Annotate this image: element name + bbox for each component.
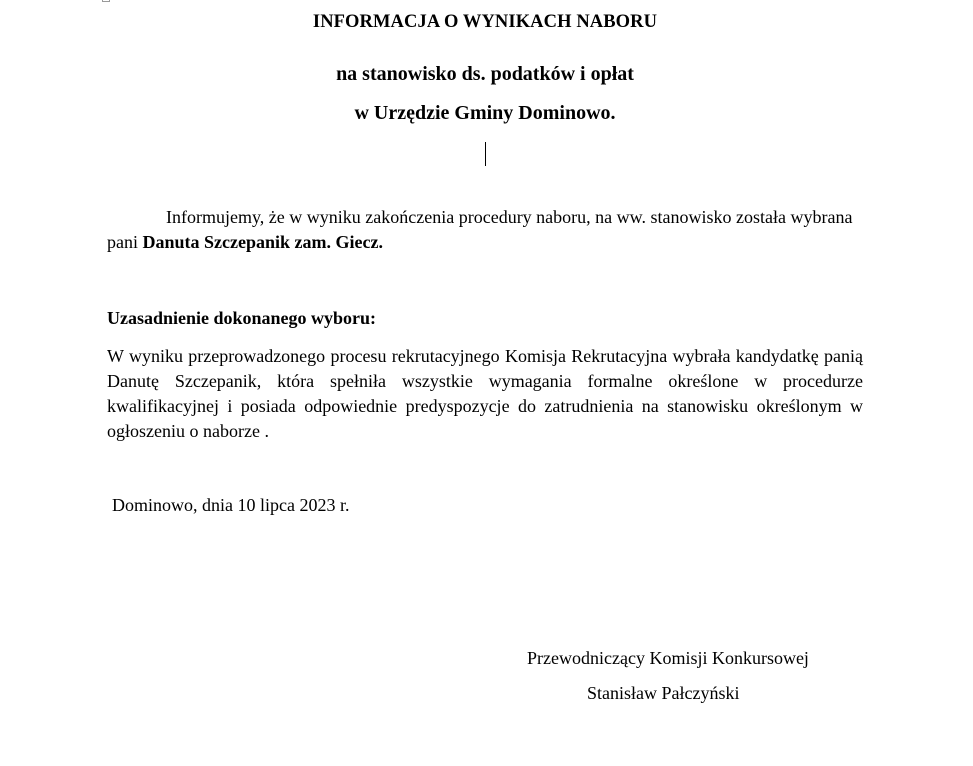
justification-paragraph: W wyniku przeprowadzonego procesu rekrutacyjnego Komisja Rekrutacyjna wybrała kandydatkę panią Danutę Szczepanik, która spełniła wszystkie wymagania formalne określone w procedurze kwalifikacyjnej i posiada odpowiednie predyspozycje do zatrudnienia na stanowisku określonym w ogłoszeniu o naborze . — [107, 346, 863, 441]
selected-candidate: Danuta Szczepanik zam. Giecz. — [142, 232, 383, 252]
position-subtitle: na stanowisko ds. podatków i opłat — [336, 63, 634, 85]
justification-heading: Uzasadnienie dokonanego wyboru: — [107, 308, 377, 328]
date-line: Dominowo, dnia 10 lipca 2023 r. — [112, 495, 350, 515]
signatory-role: Przewodniczący Komisji Konkursowej — [527, 648, 809, 668]
document-title: INFORMACJA O WYNIKACH NABORU — [312, 12, 658, 32]
page-corner-marker — [102, 0, 110, 2]
signatory-name: Stanisław Pałczyński — [587, 683, 740, 703]
office-subtitle: w Urzędzie Gminy Dominowo. — [354, 102, 616, 124]
text-cursor[interactable] — [485, 142, 486, 166]
intro-text: Informujemy, że w wyniku zakończenia procedury naboru, na ww. stanowisko została wybrana pani — [107, 207, 853, 252]
intro-paragraph — [107, 205, 863, 255]
